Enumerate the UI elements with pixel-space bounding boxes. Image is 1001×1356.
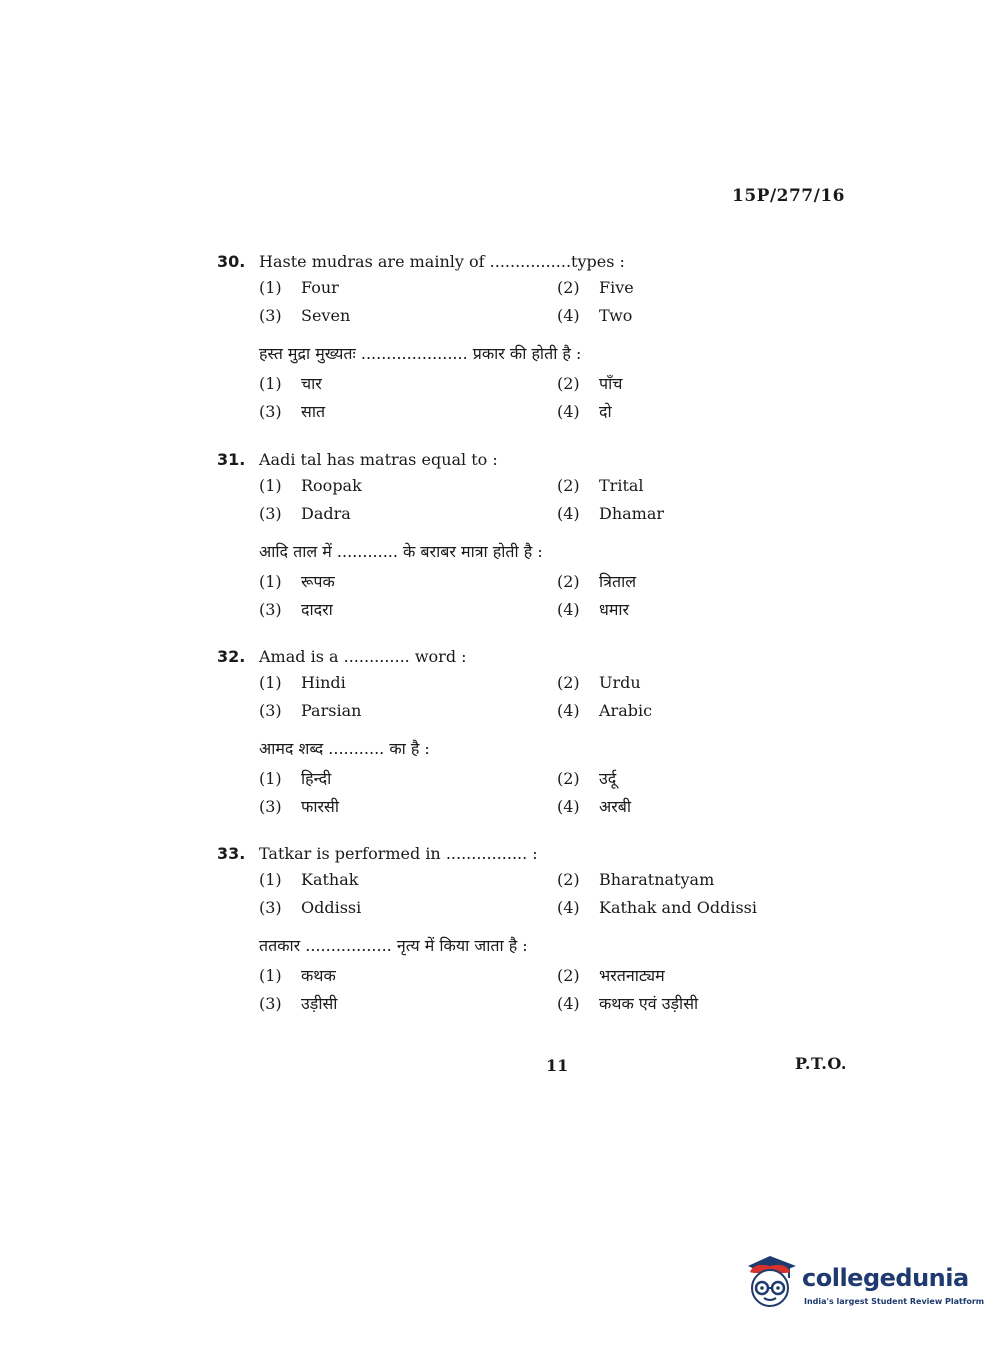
question-text-en: Aadi tal has matras equal to :: [259, 450, 498, 469]
option-1-hi: (1) हिन्दी: [259, 769, 332, 788]
question-text-hi: आमद शब्द ........... का है :: [259, 739, 430, 758]
question-32: [217, 647, 817, 823]
option-2-hi: (2) पाँच: [557, 374, 623, 393]
option-3-hi: (3) दादरा: [259, 600, 333, 619]
option-2-en: (2) Urdu: [557, 673, 641, 692]
question-number: 33.: [217, 844, 246, 863]
option-1-en: (1) Four: [259, 278, 339, 297]
brand-tagline: India's largest Student Review Platform: [804, 1297, 985, 1306]
option-1-en: (1) Kathak: [259, 870, 359, 889]
option-3-hi: (3) फारसी: [259, 797, 339, 816]
question-text-en: Amad is a ............. word :: [259, 647, 467, 666]
option-3-en: (3) Parsian: [259, 701, 362, 720]
option-2-en: (2) Bharatnatyam: [557, 870, 715, 889]
question-text-en: Tatkar is performed in ................ :: [259, 844, 538, 863]
question-31: [217, 450, 817, 626]
question-text-hi: ततकार ................. नृत्य में किया जाता है :: [259, 936, 528, 955]
question-30: [217, 252, 817, 428]
option-2-hi: (2) त्रिताल: [557, 572, 637, 591]
option-1-hi: (1) कथक: [259, 966, 336, 985]
question-number: 30.: [217, 252, 246, 271]
option-4-en: (4) Arabic: [557, 701, 653, 720]
option-4-en: (4) Dhamar: [557, 504, 665, 523]
option-3-hi: (3) सात: [259, 402, 326, 421]
question-text-hi: हस्त मुद्रा मुख्यतः ..................... प्रकार की होती है :: [259, 344, 582, 363]
option-3-en: (3) Dadra: [259, 504, 351, 523]
option-2-en: (2) Five: [557, 278, 634, 297]
option-4-hi: (4) दो: [557, 402, 612, 421]
question-text-hi: आदि ताल में ............ के बराबर मात्रा होती है :: [259, 542, 543, 561]
collegedunia-logo[interactable]: [740, 1250, 985, 1320]
option-2-hi: (2) उर्दू: [557, 769, 617, 788]
option-4-hi: (4) अरबी: [557, 797, 632, 816]
option-3-en: (3) Oddissi: [259, 898, 362, 917]
option-1-hi: (1) चार: [259, 374, 322, 393]
option-4-hi: (4) धमार: [557, 600, 630, 619]
option-2-en: (2) Trital: [557, 476, 644, 495]
option-4-en: (4) Two: [557, 306, 633, 325]
question-number: 32.: [217, 647, 246, 666]
option-4-en: (4) Kathak and Oddissi: [557, 898, 757, 917]
question-number: 31.: [217, 450, 246, 469]
page-number: 11: [546, 1056, 569, 1075]
question-text-en: Haste mudras are mainly of ................types :: [259, 252, 625, 271]
question-33: [217, 844, 817, 1020]
option-4-hi: (4) कथक एवं उड़ीसी: [557, 994, 699, 1013]
option-1-hi: (1) रूपक: [259, 572, 335, 591]
paper-code: 15P/277/16: [732, 186, 846, 206]
brand-name: collegedunia: [802, 1264, 969, 1292]
option-1-en: (1) Hindi: [259, 673, 346, 692]
option-1-en: (1) Roopak: [259, 476, 362, 495]
option-3-hi: (3) उड़ीसी: [259, 994, 338, 1013]
mascot-icon: [740, 1250, 800, 1310]
option-2-hi: (2) भरतनाट्यम: [557, 966, 665, 985]
pto-label: P.T.O.: [795, 1054, 847, 1073]
option-3-en: (3) Seven: [259, 306, 351, 325]
